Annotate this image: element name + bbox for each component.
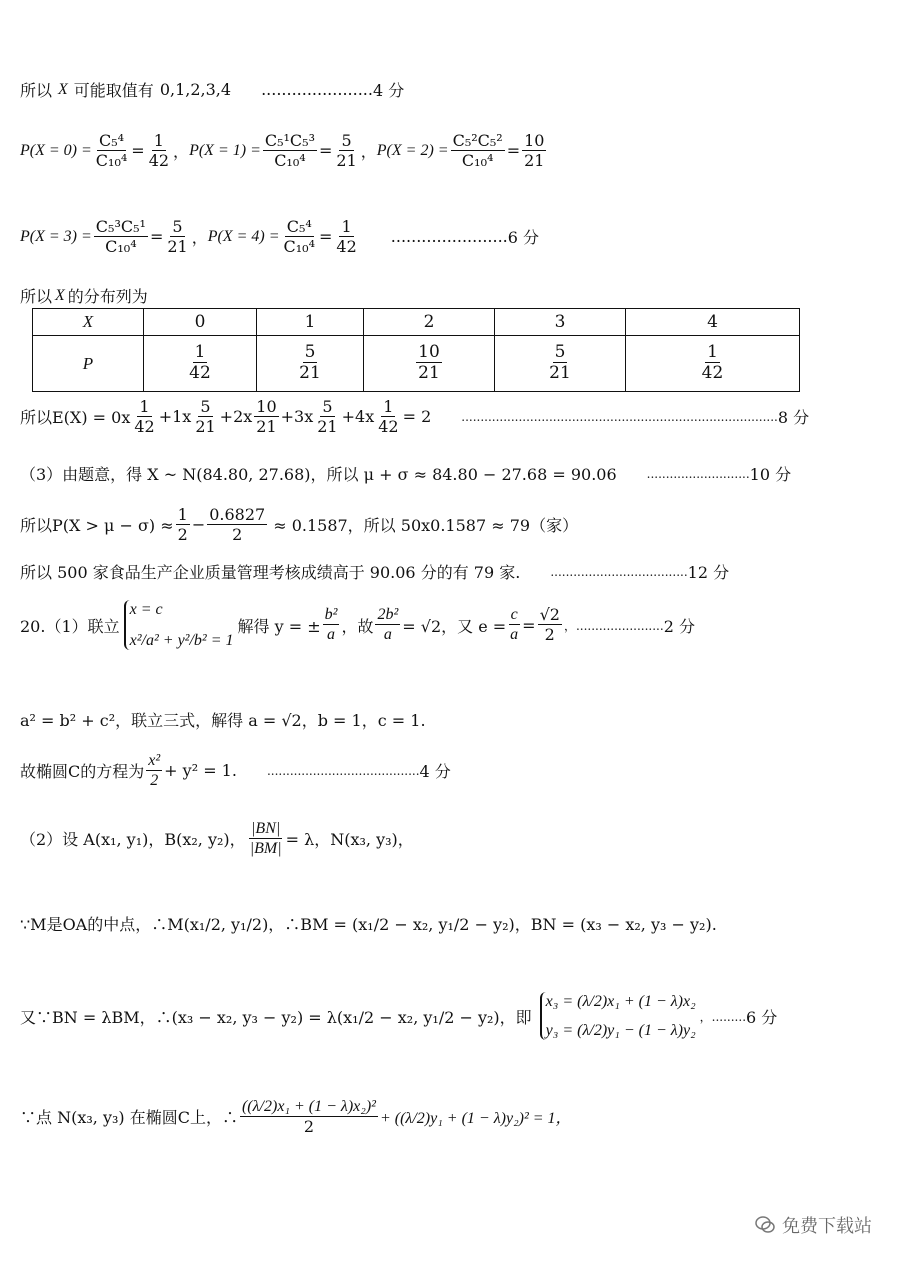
frac [147,132,171,170]
frac [700,343,726,383]
num: 5 [172,217,183,236]
table-cell [144,336,257,392]
frac [282,218,317,256]
table-cell: P [33,336,144,392]
frac [132,398,156,436]
num: 10 [418,342,440,363]
num: 5 [304,342,316,363]
text: 可能取值有 [73,81,154,100]
den: |BM| [249,839,282,857]
score: 4 分 [419,762,451,782]
dots: ........................... [646,466,750,481]
den: 42 [134,416,155,436]
num: 0.6827 [209,505,266,524]
text: ∵点 N(x₃, y₃) 在椭圆C上，∴ [20,1108,238,1128]
text: 所以 500 家食品生产企业质量管理考核成绩高于 90.06 分的有 79 家. [20,563,521,582]
frac [375,606,400,644]
text: +1x [158,407,192,427]
text: 故椭圆C的方程为 [20,762,145,782]
dots: ................................................................................... [461,409,778,424]
num: C₅⁴ [286,217,312,236]
frac [248,820,284,858]
num: 1 [383,397,394,416]
prob-lhs: P(X = 2) = [376,141,449,159]
frac [193,398,217,436]
num: 5 [341,131,352,150]
score: 4 分 [372,81,405,100]
line-part3 [20,462,791,485]
frac [315,398,339,436]
num: C₅¹C₅³ [264,131,315,150]
den: 42 [189,363,211,384]
text: （3）由题意，得 X ~ N(84.80, 27.68)，所以 μ + σ ≈ 84.80 − 27.68 = 90.06 [20,465,617,484]
line-q20 [20,600,695,650]
text: （2）设 A(x₁, y₁)，B(x₂, y₂)， [20,830,246,850]
frac [165,218,189,256]
text: 的分布列为 [67,287,148,306]
text: ≈ 0.1587，所以 50x0.1587 ≈ 79（家） [273,516,579,536]
num: x² [148,752,161,769]
text: = λ，N(x₃, y₃)， [285,830,414,850]
num: ((λ/2)x₁ + (1 − λ)x₂)² [241,1098,376,1115]
table-cell [626,336,800,392]
num: 5 [200,397,211,416]
dots: ，....................... [563,618,664,633]
frac [522,132,546,170]
text: + ((λ/2)y₁ + (1 − λ)y₂)² = 1， [379,1110,572,1128]
den: a [327,625,336,643]
den: 21 [167,236,188,256]
den: 42 [148,150,170,170]
text: +3x [280,407,314,427]
num: 1 [139,397,150,416]
text: ∵M是OA的中点，∴M(x₁/2, y₁/2)，∴BM = (x₁/2 − x₂, y₁/2 − y₂)，BN = (x₃ − x₂, y₃ − y₂). [20,915,717,934]
num: c [510,606,518,624]
den: 21 [317,416,338,436]
num: 10 [256,397,277,416]
table-header: 1 [257,309,364,336]
num: 10 [524,131,545,150]
system-brace [124,600,234,650]
text: ，故 [341,616,374,636]
den: 21 [195,416,216,436]
text: = √2，又 e = [402,616,507,636]
frac [323,606,340,644]
frac [240,1098,378,1136]
text: = [522,615,536,635]
num: 1 [194,342,206,363]
text: 所以P(X > μ − σ) ≈ [20,516,174,536]
sep: ， [173,142,190,162]
frac [94,132,129,170]
eq: = [319,141,333,161]
line-x-values [20,78,404,101]
prob-lhs: P(X = 3) = [20,227,92,245]
text: + y² = 1. [164,761,237,781]
line-probs-1 [20,132,548,170]
line-on-ellipse [20,1098,572,1136]
den: 21 [549,363,571,384]
den: 21 [299,363,321,384]
line-expectation [20,398,809,436]
den: C₁₀⁴ [105,236,137,256]
num: 5 [322,397,333,416]
num: 2b² [377,606,399,624]
frac [187,343,213,383]
frac [538,606,562,644]
frac [176,506,190,544]
text: 所以 [20,287,53,306]
sep: ， [191,228,208,248]
equation: y₃ = (λ/2)y₁ − (1 − λ)y₂ [545,1022,696,1040]
eq: = [149,227,164,247]
table-header: 3 [495,309,626,336]
distribution-table [32,308,800,392]
system-brace [540,992,696,1040]
frac [146,752,162,790]
text: a² = b² + c²，联立三式，解得 a = √2，b = 1，c = 1. [20,711,426,730]
table-cell [257,336,364,392]
frac [207,506,267,544]
dots: ...................... [261,80,373,99]
line-part2 [20,820,414,858]
den: 2 [544,624,555,644]
line-probability [20,506,578,544]
frac [376,398,400,436]
den: C₁₀⁴ [283,236,315,256]
eq: = [131,141,145,161]
frac [334,218,358,256]
values: 0,1,2,3,4 [159,80,232,99]
prob-lhs: P(X = 4) = [207,227,280,245]
num: |BN| [251,820,281,837]
den: a [383,625,392,643]
num: b² [324,606,338,624]
frac [94,218,148,256]
den: a [510,625,519,643]
score: 6 分 [746,1007,778,1027]
table-header: 0 [144,309,257,336]
num: C₅²C₅² [452,131,503,150]
table-header: 2 [364,309,495,336]
equation: x²/a² + y²/b² = 1 [129,632,234,650]
den: 21 [256,416,277,436]
den: 21 [418,363,440,384]
den: 42 [378,416,399,436]
score: 6 分 [507,228,540,248]
frac [297,343,323,383]
num: C₅⁴ [99,131,125,150]
table-header: 4 [626,309,800,336]
text: +4x [341,407,375,427]
den: 2 [232,524,243,544]
den: 2 [303,1116,315,1136]
text: 解得 y = ± [237,616,321,636]
text: 20.（1）联立 [20,616,120,636]
line-vector [20,992,777,1040]
den: 2 [150,771,159,789]
wechat-icon [754,1214,776,1236]
den: 21 [336,150,357,170]
den: C₁₀⁴ [95,150,128,170]
table-row [33,309,800,336]
num: 1 [707,342,718,363]
line-dist-intro [20,284,148,307]
prob-lhs: P(X = 1) = [189,141,261,159]
score: 8 分 [777,408,810,428]
line-abc [20,708,426,731]
line-probs-2 [20,218,539,256]
frac [254,398,278,436]
equation: x₃ = (λ/2)x₁ + (1 − λ)x₂ [545,993,696,1010]
table-header: X [33,309,144,336]
table-row [33,336,800,392]
text: − [191,515,206,535]
table-cell [364,336,495,392]
den: 2 [177,524,188,544]
dots: ，......... [699,1009,747,1024]
num: 1 [341,217,352,236]
equation: x = c [129,601,163,618]
frac [334,132,358,170]
frac [416,343,442,383]
score: 10 分 [749,465,792,484]
line-conclusion [20,560,729,583]
watermark [754,1212,872,1238]
text: +2x [219,407,253,427]
frac [508,606,520,644]
text: 所以E(X) = 0x [20,408,131,428]
num: C₅³C₅¹ [95,217,146,236]
frac [547,343,573,383]
eq: = [506,141,521,161]
var-x: X [55,286,65,304]
den: C₁₀⁴ [461,150,494,170]
dots: ....................... [390,227,508,247]
text: = 2 [402,407,432,427]
den: C₁₀⁴ [274,150,306,170]
num: 1 [153,131,164,150]
num: 5 [554,342,566,363]
text: 又∵BN = λBM，∴(x₃ − x₂, y₃ − y₂) = λ(x₁/2 − x₂, y₁/2 − y₂)，即 [20,1007,532,1027]
frac [451,132,505,170]
line-midpoint [20,912,717,935]
num: 1 [177,505,188,524]
var-x: X [58,80,68,98]
watermark-text: 免费下载站 [782,1216,872,1237]
eq: = [319,227,333,247]
den: 21 [524,150,545,170]
dots: .................................... [550,564,688,579]
prob-lhs: P(X = 0) = [20,141,92,159]
table-cell [495,336,626,392]
frac [263,132,317,170]
line-ellipse [20,752,451,790]
text: 所以 [20,81,53,100]
num: √2 [539,605,560,625]
dots: ........................................ [266,763,420,778]
score: 2 分 [663,616,695,636]
score: 12 分 [687,563,730,582]
den: 42 [701,363,724,384]
den: 42 [336,236,357,256]
sep: ， [360,142,377,162]
